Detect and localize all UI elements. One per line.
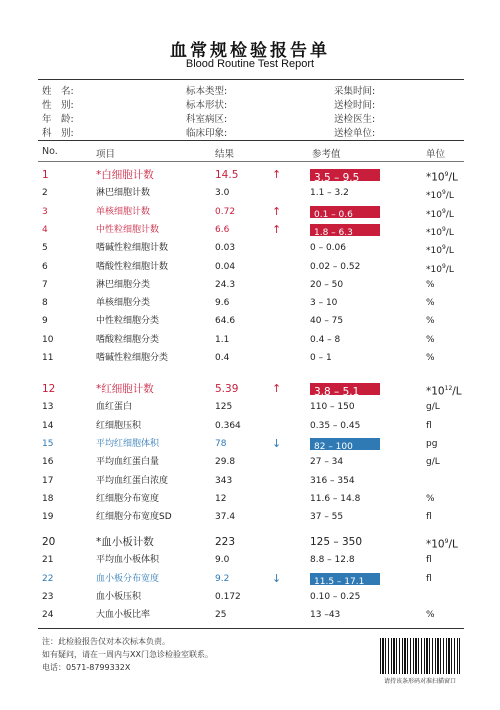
unit-suffix: /L <box>445 264 454 275</box>
test-name: 血小板分布宽度 <box>96 573 160 584</box>
result-row <box>0 221 500 239</box>
reference-range: 0.10 – 0.25 <box>310 591 361 602</box>
reference-range-cell <box>310 294 337 312</box>
row-number: 1 <box>42 169 49 181</box>
result-value: 14.5 <box>215 169 239 181</box>
reference-range: 0.1 – 0.6 <box>310 206 380 218</box>
test-name: 单核细胞计数 <box>96 206 151 217</box>
unit-exponent: 9 <box>444 538 449 545</box>
info-field-label: 科 别: <box>42 128 74 139</box>
unit-base: % <box>426 610 435 621</box>
result-row <box>0 533 500 551</box>
test-name: 单核细胞分类 <box>96 298 151 309</box>
unit-base: % <box>426 279 435 290</box>
reference-range: 13 –43 <box>310 610 341 621</box>
test-name: *白细胞计数 <box>96 169 154 181</box>
footer-phone: 电话：0571-8799332X <box>42 663 131 672</box>
result-row <box>0 417 500 435</box>
result-value: 12 <box>215 493 227 504</box>
reference-range-cell <box>310 239 346 257</box>
unit-suffix: /L <box>445 246 454 257</box>
result-row <box>0 331 500 349</box>
result-row <box>0 184 500 202</box>
result-value: 0.364 <box>215 420 241 431</box>
row-number: 8 <box>42 298 48 309</box>
test-name: 平均血小板体积 <box>96 555 160 566</box>
reference-range-cell <box>310 472 355 490</box>
reference-range-cell <box>310 349 332 367</box>
reference-range-cell <box>310 606 340 624</box>
unit <box>426 453 440 471</box>
row-number: 5 <box>42 243 48 254</box>
unit <box>426 349 435 367</box>
result-value: 0.72 <box>215 206 236 217</box>
unit-base: *10 <box>426 227 442 238</box>
unit-exponent: 12 <box>444 385 453 392</box>
footer-note-2: 如有疑问，请在一周内与XX门急诊检验室联系。 <box>42 650 213 659</box>
unit <box>426 417 432 435</box>
unit-suffix: /L <box>445 209 454 220</box>
header-bottom-rule <box>38 140 464 141</box>
unit-base: fl <box>426 555 432 566</box>
row-number: 2 <box>42 188 48 199</box>
unit-base: *10 <box>426 171 445 184</box>
unit <box>426 606 435 624</box>
unit <box>426 570 432 588</box>
test-name: 平均红细胞体积 <box>96 438 160 449</box>
result-row <box>0 508 500 526</box>
reference-range: 0.4 – 8 <box>310 334 341 345</box>
row-number: 17 <box>42 475 54 486</box>
result-row <box>0 398 500 416</box>
unit <box>426 312 435 330</box>
test-name: 中性粒细胞计数 <box>96 224 160 235</box>
result-row <box>0 472 500 490</box>
result-value: 29.8 <box>215 457 236 468</box>
result-row <box>0 570 500 588</box>
test-name: *红细胞计数 <box>96 383 154 395</box>
test-name: 红细胞压积 <box>96 420 142 431</box>
reference-range-cell <box>310 508 343 526</box>
reference-range: 0 – 1 <box>310 353 332 363</box>
barcode-image <box>380 638 460 674</box>
col-header-reference: 参考值 <box>312 149 341 160</box>
col-header-item: 项目 <box>96 149 116 160</box>
unit-exponent: 9 <box>441 189 446 197</box>
row-number: 4 <box>42 224 48 235</box>
reference-range-cell <box>310 398 355 416</box>
result-value: 64.6 <box>215 316 236 327</box>
unit-suffix: /L <box>448 171 458 184</box>
arrow-down-icon: ↓ <box>272 571 282 585</box>
row-number: 20 <box>42 536 56 548</box>
col-header-no: No. <box>42 146 58 157</box>
unit-suffix: /L <box>445 191 454 202</box>
result-row <box>0 276 500 294</box>
reference-range-cell <box>310 331 340 349</box>
reference-range-cell <box>310 312 343 330</box>
unit <box>426 508 432 526</box>
reference-range-cell <box>310 453 343 471</box>
row-number: 12 <box>42 383 56 395</box>
row-number: 24 <box>42 610 54 621</box>
info-field-label: 送检时间: <box>334 100 376 111</box>
test-name: 大血小板比率 <box>96 610 151 621</box>
result-row <box>0 551 500 569</box>
info-field-label: 科室病区: <box>186 114 228 125</box>
result-row <box>0 380 500 398</box>
unit-base: *10 <box>426 538 445 551</box>
result-value: 78 <box>215 438 227 449</box>
reference-range-cell <box>310 551 355 569</box>
result-row <box>0 312 500 330</box>
result-row <box>0 490 500 508</box>
row-number: 18 <box>42 493 54 504</box>
reference-range: 0.35 – 0.45 <box>310 420 361 431</box>
result-value: 6.6 <box>215 224 230 235</box>
reference-range: 11.6 – 14.8 <box>310 493 361 504</box>
reference-range-cell <box>310 184 349 202</box>
result-value: 9.2 <box>215 573 230 584</box>
unit-base: *10 <box>426 209 442 220</box>
result-row <box>0 588 500 606</box>
row-number: 23 <box>42 591 54 602</box>
unit-base: fl <box>426 420 432 431</box>
unit-base: *10 <box>426 385 445 398</box>
reference-range: 8.8 – 12.8 <box>310 555 355 566</box>
info-field-label: 姓 名: <box>42 86 74 97</box>
unit <box>426 398 440 416</box>
unit-exponent: 9 <box>441 244 446 252</box>
reference-range: 125 – 350 <box>310 536 363 548</box>
unit-exponent: 9 <box>441 225 446 233</box>
result-row <box>0 166 500 184</box>
unit-base: % <box>426 493 435 504</box>
row-number: 7 <box>42 279 48 290</box>
reference-range: 20 – 50 <box>310 279 344 290</box>
info-field-label: 标本形状: <box>186 100 228 111</box>
arrow-up-icon: ↑ <box>272 382 282 395</box>
unit-base: *10 <box>426 246 442 257</box>
unit-base: % <box>426 298 435 309</box>
reference-range-cell <box>310 490 360 508</box>
reference-range: 3.8 – 5.1 <box>310 383 380 395</box>
reference-range: 1.1 – 3.2 <box>310 188 349 199</box>
unit-base: *10 <box>426 264 442 275</box>
test-name: *血小板计数 <box>96 536 154 548</box>
test-name: 平均血红蛋白浓度 <box>96 475 169 486</box>
result-value: 1.1 <box>215 334 230 345</box>
result-value: 0.172 <box>215 591 241 602</box>
info-field-label: 性 别: <box>42 100 74 111</box>
result-row <box>0 258 500 276</box>
reference-range: 1.8 – 6.3 <box>310 224 380 236</box>
unit-suffix: /L <box>445 227 454 238</box>
reference-range: 27 – 34 <box>310 457 344 468</box>
row-number: 14 <box>42 420 54 431</box>
row-number: 6 <box>42 261 48 272</box>
unit-base: % <box>426 334 435 345</box>
unit-base: g/L <box>426 402 440 413</box>
col-header-unit: 单位 <box>426 149 446 160</box>
unit <box>426 331 435 349</box>
unit <box>426 294 435 312</box>
result-value: 0.04 <box>215 261 236 272</box>
row-number: 22 <box>42 573 54 584</box>
result-row <box>0 453 500 471</box>
test-name: 红细胞分布宽度SD <box>96 512 172 523</box>
table-header-rule <box>38 161 464 162</box>
result-value: 3.0 <box>215 188 230 199</box>
test-name: 血红蛋白 <box>96 402 133 413</box>
info-field-label: 采集时间: <box>334 86 376 97</box>
reference-range: 37 – 55 <box>310 512 344 523</box>
row-number: 21 <box>42 555 54 566</box>
result-value: 24.3 <box>215 279 236 290</box>
reference-range-cell <box>310 276 343 294</box>
result-value: 37.4 <box>215 512 236 523</box>
unit-base: % <box>426 316 435 327</box>
reference-range: 316 – 354 <box>310 475 355 486</box>
result-value: 25 <box>215 610 227 621</box>
test-name: 淋巴细胞计数 <box>96 188 151 199</box>
report-title: 血常规检验报告单 <box>170 41 330 61</box>
result-value: 343 <box>215 475 233 486</box>
result-value: 5.39 <box>215 383 239 395</box>
arrow-down-icon: ↓ <box>272 436 282 450</box>
reference-range-cell <box>310 417 360 435</box>
unit <box>426 490 435 508</box>
test-name: 嗜碱性粒细胞计数 <box>96 243 169 254</box>
report-subtitle: Blood Routine Test Report <box>185 58 315 70</box>
col-header-result: 结果 <box>215 149 235 160</box>
test-name: 淋巴细胞分类 <box>96 279 151 290</box>
result-value: 9.0 <box>215 555 230 566</box>
arrow-up-icon: ↑ <box>272 204 282 218</box>
reference-range-cell <box>310 533 362 551</box>
result-row <box>0 239 500 257</box>
result-row <box>0 203 500 221</box>
reference-range: 3 – 10 <box>310 298 338 309</box>
unit <box>426 276 435 294</box>
row-number: 13 <box>42 402 54 413</box>
footer-rule <box>38 628 464 629</box>
unit-exponent: 9 <box>441 207 446 215</box>
test-name: 平均血红蛋白量 <box>96 457 160 468</box>
info-field-label: 送检单位: <box>334 128 376 139</box>
row-number: 16 <box>42 457 54 468</box>
reference-range-cell <box>310 258 360 276</box>
info-field-label: 标本类型: <box>186 86 228 97</box>
unit-base: fl <box>426 512 432 523</box>
unit-suffix: /L <box>452 385 462 398</box>
row-number: 3 <box>42 206 48 217</box>
barcode-caption: 请持该条形码对准扫描窗口 <box>383 678 456 685</box>
reference-range: 0 – 0.06 <box>310 243 346 254</box>
footer-note-1: 注：此检验报告仅对本次标本负责。 <box>42 637 170 646</box>
test-name: 中性粒细胞分类 <box>96 316 160 327</box>
reference-range: 3.5 – 9.5 <box>310 169 380 181</box>
test-name: 嗜酸性粒细胞计数 <box>96 261 169 272</box>
result-row <box>0 435 500 453</box>
row-number: 11 <box>42 353 54 363</box>
result-value: 223 <box>215 536 236 548</box>
unit <box>426 551 432 569</box>
arrow-up-icon: ↑ <box>272 168 282 181</box>
test-name: 红细胞分布宽度 <box>96 493 160 504</box>
row-number: 15 <box>42 438 54 449</box>
unit-exponent: 9 <box>441 262 446 270</box>
reference-range: 40 – 75 <box>310 316 344 327</box>
result-row <box>0 294 500 312</box>
row-number: 10 <box>42 334 54 345</box>
result-value: 0.03 <box>215 243 236 254</box>
result-row <box>0 349 500 367</box>
reference-range: 11.5 – 17.1 <box>310 573 380 585</box>
info-field-label: 送检医生: <box>334 114 376 125</box>
unit-base: fl <box>426 573 432 584</box>
info-field-label: 年 龄: <box>42 114 74 125</box>
reference-range: 0.02 – 0.52 <box>310 261 361 272</box>
header-top-rule <box>38 79 464 80</box>
test-name: 血小板压积 <box>96 591 142 602</box>
test-name: 嗜酸粒细胞分类 <box>96 334 160 345</box>
unit-base: % <box>426 353 435 363</box>
unit <box>426 435 437 453</box>
test-name: 嗜碱性粒细胞分类 <box>96 353 169 363</box>
info-field-label: 临床印象: <box>186 128 228 139</box>
unit-base: g/L <box>426 457 440 468</box>
unit-base: pg <box>426 438 438 449</box>
arrow-up-icon: ↑ <box>272 222 282 236</box>
unit-suffix: /L <box>448 538 458 551</box>
unit-base: *10 <box>426 191 442 202</box>
result-value: 0.4 <box>215 353 230 363</box>
row-number: 9 <box>42 316 48 327</box>
result-row <box>0 606 500 624</box>
unit-exponent: 9 <box>444 171 449 178</box>
row-number: 19 <box>42 512 54 523</box>
reference-range: 82 – 100 <box>310 438 380 450</box>
reference-range-cell <box>310 588 360 606</box>
reference-range: 110 – 150 <box>310 402 355 413</box>
result-value: 9.6 <box>215 298 230 309</box>
result-value: 125 <box>215 402 233 413</box>
